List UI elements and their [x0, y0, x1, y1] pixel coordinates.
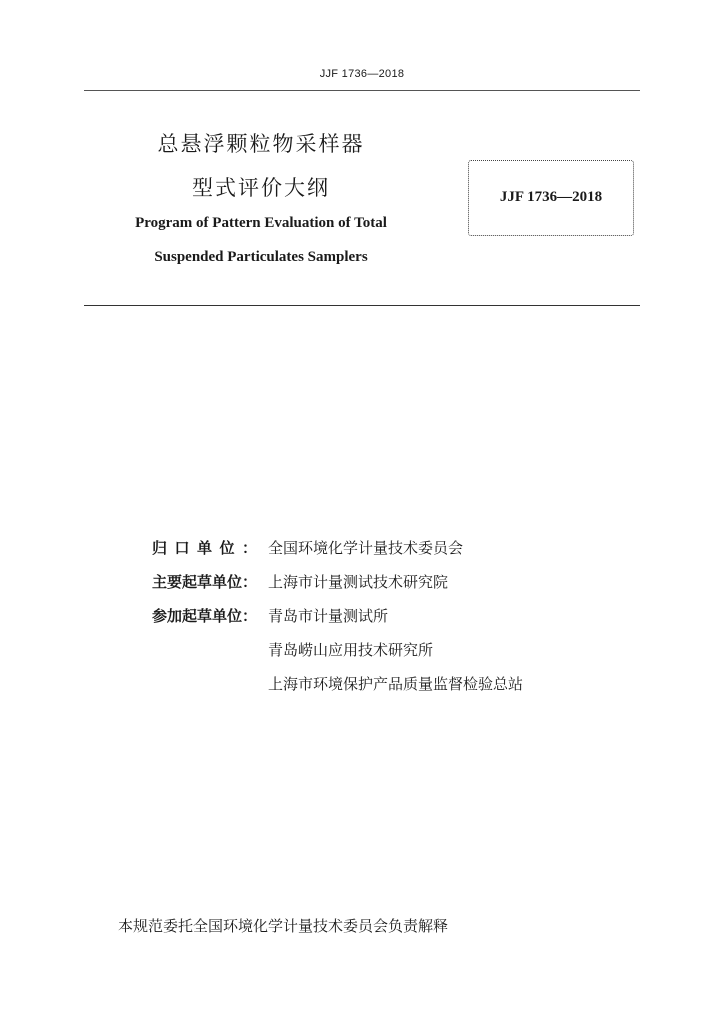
- title-chinese-line-2: 型式评价大纲: [192, 176, 330, 200]
- main-drafter-value: 上海市计量测试技术研究院: [268, 573, 449, 591]
- participating-drafter-value: 青岛崂山应用技术研究所: [268, 641, 434, 659]
- title-rule: [84, 305, 640, 306]
- participating-drafter-label: 参加起草单位：: [152, 607, 258, 625]
- title-english-line-1: Program of Pattern Evaluation of Total: [135, 215, 387, 231]
- main-drafter-label: 主要起草单位：: [152, 573, 258, 591]
- running-header-code: JJF 1736—2018: [319, 68, 405, 80]
- interpretation-note: 本规范委托全国环境化学计量技术委员会负责解释: [118, 917, 449, 935]
- responsible-unit-value: 全国环境化学计量技术委员会: [268, 539, 464, 557]
- drafting-units: [152, 537, 632, 707]
- responsible-unit-row: [152, 537, 632, 571]
- header-rule: [84, 90, 640, 91]
- participating-drafter-value: 上海市环境保护产品质量监督检验总站: [268, 675, 524, 693]
- standard-code-box: [468, 160, 634, 236]
- standard-code: JJF 1736—2018: [499, 189, 603, 205]
- responsible-unit-label: 归口单位：: [152, 539, 265, 557]
- participating-drafter-row: [152, 673, 632, 707]
- participating-drafter-row: [152, 639, 632, 673]
- main-drafter-row: [152, 571, 632, 605]
- participating-drafter-row: [152, 605, 632, 639]
- title-english-line-2: Suspended Particulates Samplers: [154, 249, 368, 265]
- title-chinese-line-1: 总悬浮颗粒物采样器: [157, 132, 365, 156]
- participating-drafter-value: 青岛市计量测试所: [268, 607, 389, 625]
